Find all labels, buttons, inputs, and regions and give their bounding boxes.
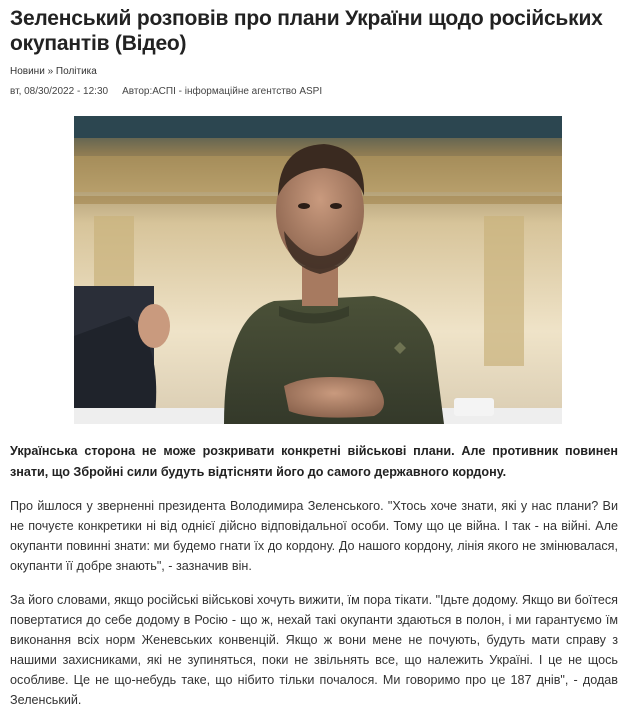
breadcrumb-separator: » xyxy=(44,66,56,77)
article-meta xyxy=(10,86,618,97)
breadcrumb xyxy=(10,66,618,77)
breadcrumb-home-link[interactable]: Новини xyxy=(10,66,45,77)
article-paragraph: Про йшлося у зверненні президента Володимира Зеленського. "Хтось хоче знати, які у нас плани? Ви не почуєте конкретики ні від однієї дійсно відповідальної особи. Тому що це війна. І так - на війні. Але окупанти повинні знати: ми будемо гнати їх до кордону. До нашого кордону, лінія якого не змінювалася, окупанти її добре знають", - зазначив він. xyxy=(10,498,618,573)
publish-date: вт, 08/30/2022 - 12:30 xyxy=(10,86,109,97)
breadcrumb-section-link[interactable]: Політика xyxy=(55,66,97,77)
article-paragraph: За його словами, якщо російські військові хочуть вижити, їм пора тікати. "Ідьте додому. Якщо ви боїтеся повертатися до себе додому в Росію - що ж, нехай такі окупанти здаються в полон, і ми гарантуємо їм виконання всіх норм Женевських конвенцій. Якщо ж вони мене не почують, будуть мати справу з нашими захисниками, які не зупиняться, поки не звільнять все, що належить Україні. І це не щось особливе. Це не що-небудь таке, що нібито тільки почалося. Ми говоримо про це 187 днів", - додав Зеленський. xyxy=(10,592,618,707)
author-line: Автор:АСПІ - інформаційне агентство ASPI xyxy=(122,86,323,97)
zelensky-photo-illustration xyxy=(74,116,562,424)
article-photo xyxy=(74,116,562,424)
article-lead: Українська сторона не може розкривати конкретні військові плани. Але противник повинен знати, що Збройні сили будуть відтісняти його до самого державного кордону. xyxy=(10,444,618,479)
article-title: Зеленський розповів про плани України щодо російських окупантів (Відео) xyxy=(10,7,603,55)
